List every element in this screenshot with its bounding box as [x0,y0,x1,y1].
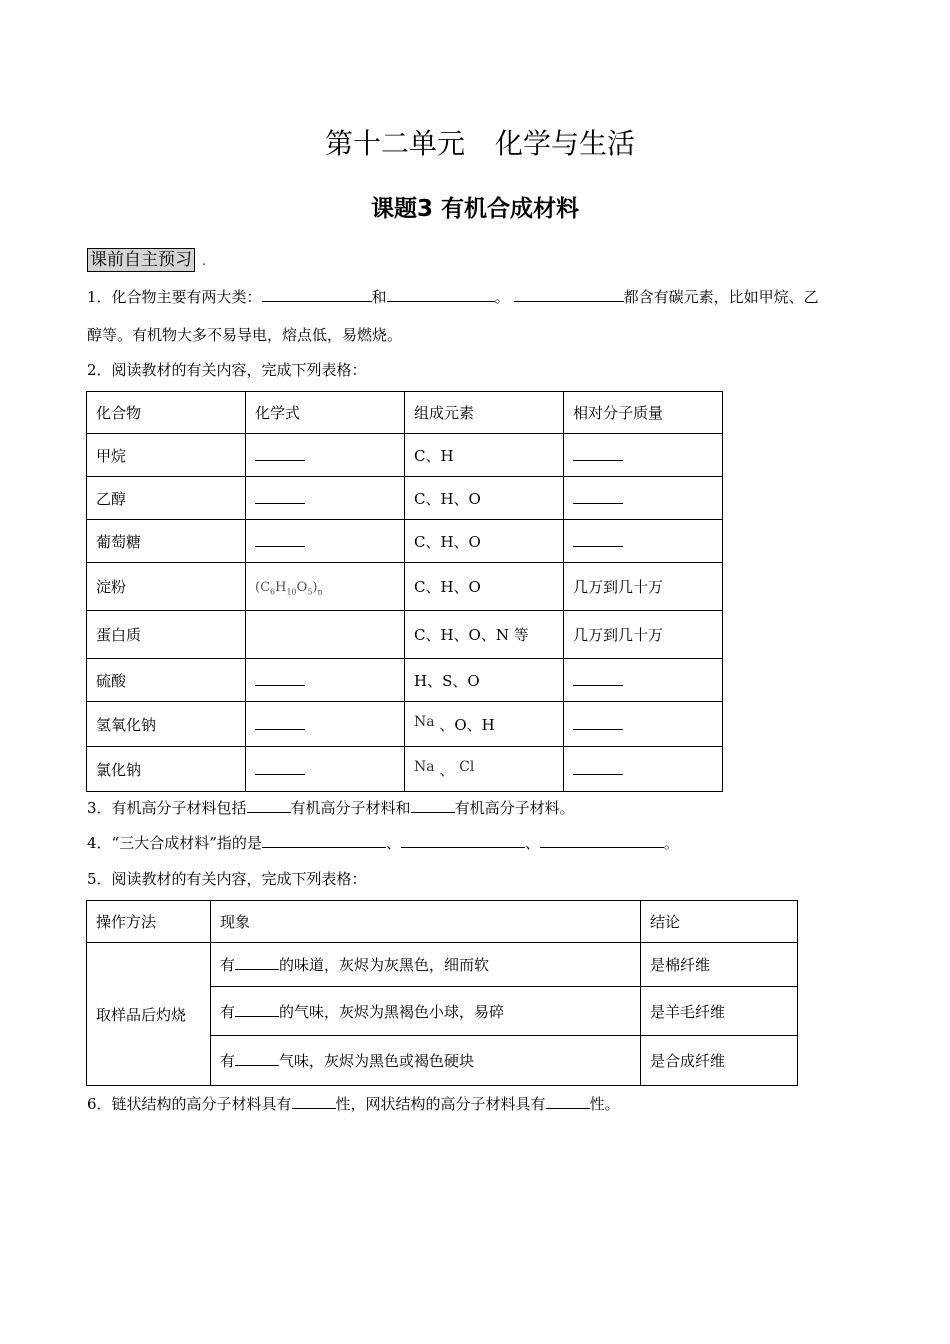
phenomenon-cell [211,1036,641,1086]
elements-cell: C、H、O [405,520,564,563]
table-row [87,434,723,477]
conclusion-cell: 是棉纤维 [641,943,798,987]
formula-blank[interactable] [255,489,305,504]
formula-cell [246,659,405,702]
q1-text-b: 和 [371,288,387,306]
mass-cell [564,659,723,702]
formula-subscript: 10 [286,587,297,597]
formula-cell [246,477,405,520]
header-molecular-mass: 相对分子质量 [564,392,723,434]
table-row [87,477,723,520]
header-formula: 化学式 [246,392,405,434]
formula-blank[interactable] [255,715,305,730]
table-row [87,702,723,747]
table-header-row [87,901,798,943]
formula-subscript: 5 [307,587,313,597]
mass-blank[interactable] [573,532,623,547]
mass-blank[interactable] [573,760,623,775]
q4-text-a: 4．“三大合成材料”指的是 [87,834,262,852]
elements-cell [405,702,564,747]
compound-cell: 蛋白质 [87,611,246,659]
compound-cell: 氢氧化钠 [87,702,246,747]
question-1-line-1 [87,287,819,307]
q1-blank-2[interactable] [387,287,495,302]
unit-title-part1: 第十二单元 [324,127,465,160]
q6-blank-2[interactable] [546,1094,590,1109]
phenomenon-pre: 有 [220,1002,236,1021]
q3-text-c: 有机高分子材料。 [454,799,575,817]
table-row [87,563,723,611]
mass-blank[interactable] [573,446,623,461]
compound-cell: 氯化钠 [87,747,246,792]
phenomenon-blank[interactable] [235,1002,279,1017]
q3-text-a: 3．有机高分子材料包括 [87,799,247,817]
table-row [87,659,723,702]
q4-blank-2[interactable] [401,833,525,848]
q3-text-b: 有机高分子材料和 [290,799,411,817]
q6-blank-1[interactable] [292,1094,336,1109]
mass-blank[interactable] [573,671,623,686]
phenomenon-post: 的气味，灰烬为黑褐色小球，易碎 [279,1002,505,1021]
formula-blank[interactable] [255,671,305,686]
formula-subscript: 6 [270,587,276,597]
question-4 [87,833,679,853]
table-row [87,943,798,987]
q4-blank-3[interactable] [540,833,664,848]
mass-cell [564,702,723,747]
q4-end: 。 [663,834,679,852]
compound-cell: 乙醇 [87,477,246,520]
mass-cell: 几万到几十万 [564,563,723,611]
conclusion-cell: 是羊毛纤维 [641,987,798,1036]
phenomenon-pre: 有 [220,956,236,974]
element-separator: 、 [434,760,460,779]
mass-cell [564,434,723,477]
header-conclusion: 结论 [641,901,798,943]
q1-text-a: 1．化合物主要有两大类： [87,288,262,306]
starch-formula [255,580,323,595]
question-5: 5．阅读教材的有关内容，完成下列表格： [87,870,367,888]
compound-cell: 葡萄糖 [87,520,246,563]
compound-cell: 淀粉 [87,563,246,611]
formula-cell [246,520,405,563]
formula-part: H [275,579,287,595]
question-6 [87,1094,620,1114]
mass-cell: 几万到几十万 [564,611,723,659]
compound-cell: 甲烷 [87,434,246,477]
elements-cell: H、S、O [405,659,564,702]
table-row [87,611,723,659]
mass-cell [564,477,723,520]
method-cell: 取样品后灼烧 [87,943,211,1086]
formula-blank[interactable] [255,760,305,775]
header-method: 操作方法 [87,901,211,943]
q6-text-c: 性。 [589,1095,620,1113]
formula-cell [246,563,405,611]
formula-subscript: n [317,587,323,597]
question-3 [87,798,575,818]
q6-text-b: 性，网状结构的高分子材料具有 [335,1095,546,1113]
mass-cell [564,520,723,563]
formula-part: (C [255,579,271,595]
elements-cell: C、H、O [405,563,564,611]
mass-cell [564,747,723,792]
table-row [87,747,723,792]
table-header-row [87,392,723,434]
formula-cell [246,702,405,747]
header-elements: 组成元素 [405,392,564,434]
formula-cell [246,611,405,659]
section-badge-dot: . [202,254,206,268]
compound-table [86,391,723,792]
q1-blank-1[interactable] [262,287,372,302]
formula-blank[interactable] [255,446,305,461]
formula-part: ) [312,579,318,595]
q3-blank-1[interactable] [247,798,291,813]
phenomenon-post: 气味，灰烬为黑色或褐色硬块 [279,1052,475,1070]
element-cl: Cl [459,758,475,775]
q1-blank-3[interactable] [514,287,624,302]
formula-part: O [296,579,308,595]
phenomenon-cell [211,943,641,987]
elements-cell: C、H、O、N 等 [405,611,564,659]
phenomenon-blank[interactable] [235,1051,279,1066]
unit-title-part2: 化学与生活 [495,127,636,160]
element-rest: 、O、H [434,715,495,734]
elements-cell [405,747,564,792]
elements-cell: C、H、O [405,477,564,520]
compound-cell: 硫酸 [87,659,246,702]
table-row [87,520,723,563]
lesson-title: 课题3 有机合成材料 [370,196,579,222]
formula-cell [246,747,405,792]
formula-blank[interactable] [255,532,305,547]
q4-blank-1[interactable] [262,833,386,848]
q1-text-c: 。 [494,288,510,306]
phenomenon-pre: 有 [220,1052,236,1070]
element-na: Na [414,713,435,730]
element-na: Na [414,758,435,775]
conclusion-cell: 是合成纤维 [641,1036,798,1086]
formula-cell [246,434,405,477]
unit-title [0,122,950,162]
section-badge: 课前自主预习 [87,248,195,272]
fiber-test-table [86,900,798,1086]
phenomenon-post: 的味道，灰烬为灰黑色，细而软 [279,956,490,974]
header-compound: 化合物 [87,392,246,434]
q3-blank-2[interactable] [411,798,455,813]
q4-separator-1: 、 [385,834,401,852]
q1-text-d: 都含有碳元素，比如甲烷、乙 [623,288,819,306]
elements-cell: C、H [405,434,564,477]
mass-blank[interactable] [573,715,623,730]
header-phenomenon: 现象 [211,901,641,943]
phenomenon-blank[interactable] [235,955,279,970]
phenomenon-cell [211,987,641,1036]
q6-text-a: 6．链状结构的高分子材料具有 [87,1095,292,1113]
q4-separator-2: 、 [524,834,540,852]
question-1-line-2: 醇等。有机物大多不易导电，熔点低，易燃烧。 [87,326,403,344]
question-2: 2．阅读教材的有关内容，完成下列表格： [87,361,367,379]
mass-blank[interactable] [573,489,623,504]
